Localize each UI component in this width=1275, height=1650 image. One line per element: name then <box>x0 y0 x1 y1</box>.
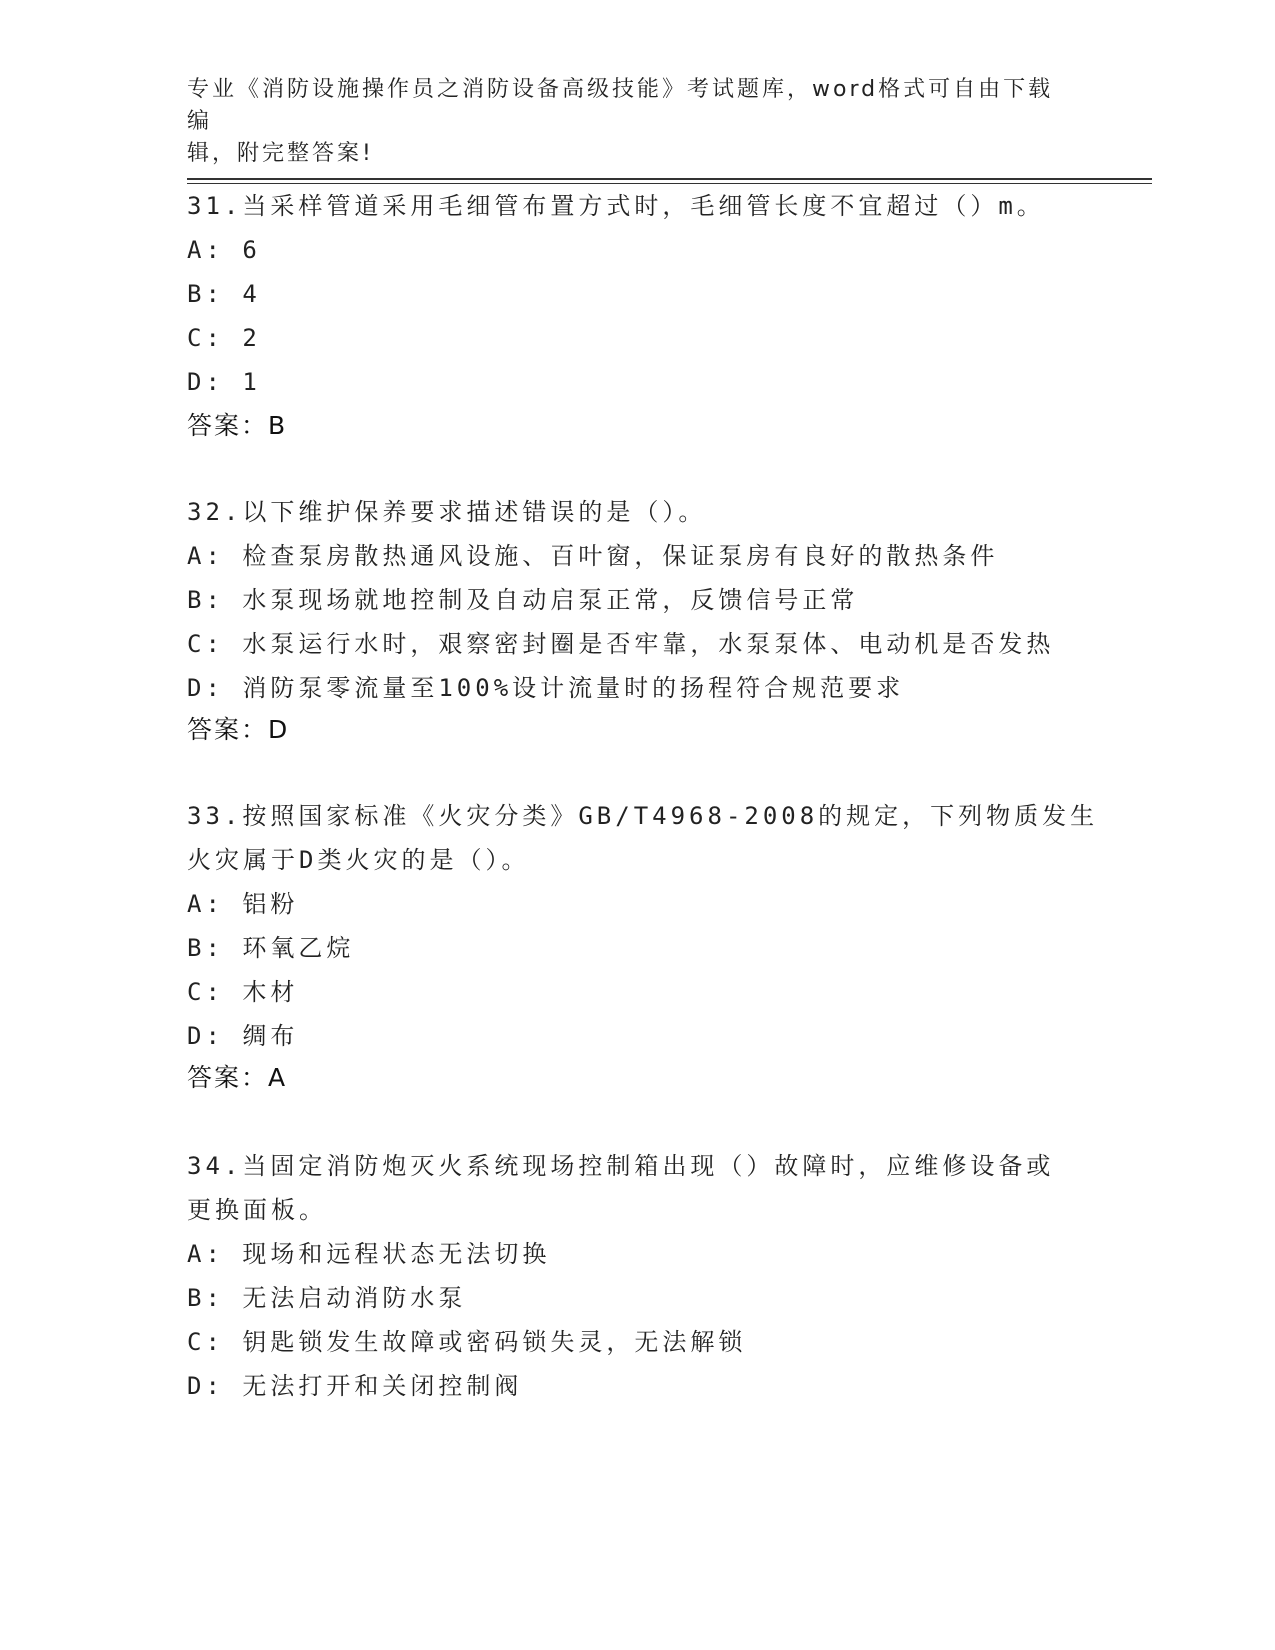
header-divider-thick <box>187 178 1152 180</box>
question-33-answer: 答案：A <box>187 1063 288 1092</box>
question-31-option-c: C: 2 <box>187 324 261 352</box>
question-34-stem-line-2: 更换面板。 <box>187 1196 327 1224</box>
question-32-stem: 32.以下维护保养要求描述错误的是（）。 <box>187 498 707 526</box>
question-33-option-d: D: 绸布 <box>187 1022 299 1050</box>
question-34-option-c: C: 钥匙锁发生故障或密码锁失灵，无法解锁 <box>187 1328 747 1356</box>
question-32-option-c: C: 水泵运行水时，艰察密封圈是否牢靠，水泵泵体、电动机是否发热 <box>187 630 1055 658</box>
question-33-stem-line-2: 火灾属于D类火灾的是（）。 <box>187 846 530 874</box>
question-33-option-a: A: 铝粉 <box>187 890 299 918</box>
question-32-option-a: A: 检查泵房散热通风设施、百叶窗，保证泵房有良好的散热条件 <box>187 542 999 570</box>
question-31-option-d: D: 1 <box>187 368 261 396</box>
question-33-option-c: C: 木材 <box>187 978 299 1006</box>
question-31-option-a: A: 6 <box>187 236 261 264</box>
question-34-option-a: A: 现场和远程状态无法切换 <box>187 1240 551 1268</box>
question-31-answer: 答案：B <box>187 411 288 440</box>
header-divider-thin <box>187 183 1152 184</box>
question-32-answer: 答案：D <box>187 715 290 744</box>
question-34-option-b: B: 无法启动消防水泵 <box>187 1284 467 1312</box>
header-line-2: 辑，附完整答案! <box>187 141 374 166</box>
question-31-stem: 31.当采样管道采用毛细管布置方式时，毛细管长度不宜超过（）m。 <box>187 192 1045 220</box>
question-34-stem-line-1: 34.当固定消防炮灭火系统现场控制箱出现（）故障时，应维修设备或 <box>187 1152 1055 1180</box>
question-32-option-b: B: 水泵现场就地控制及自动启泵正常，反馈信号正常 <box>187 586 859 614</box>
question-34-option-d: D: 无法打开和关闭控制阀 <box>187 1372 523 1400</box>
document-header <box>187 74 1077 170</box>
question-32-option-d: D: 消防泵零流量至100%设计流量时的扬程符合规范要求 <box>187 674 905 702</box>
question-33-stem-line-1: 33.按照国家标准《火灾分类》GB/T4968-2008的规定，下列物质发生 <box>187 802 1099 830</box>
header-line-1: 专业《消防设施操作员之消防设备高级技能》考试题库，word格式可自由下载编 <box>187 77 1054 134</box>
question-31-option-b: B: 4 <box>187 280 261 308</box>
question-33-option-b: B: 环氧乙烷 <box>187 934 355 962</box>
